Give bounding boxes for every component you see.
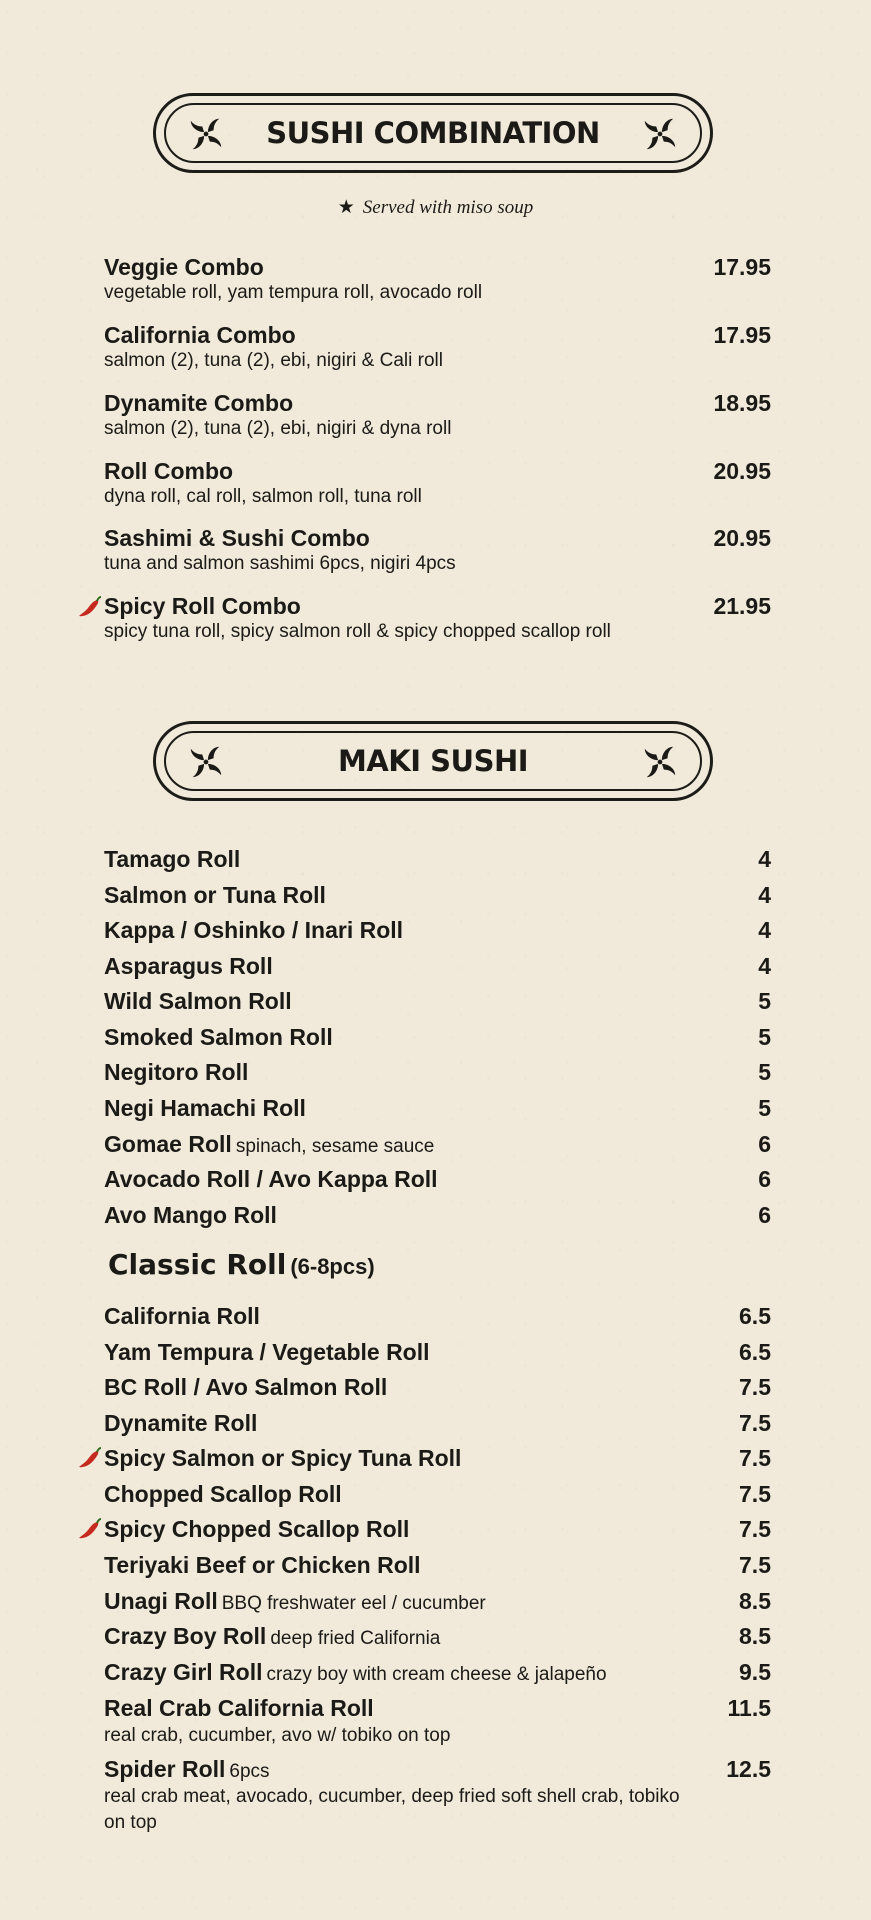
combo-item	[104, 253, 771, 305]
menu-row	[104, 1690, 771, 1726]
combo-item	[104, 592, 771, 644]
item-name: Avocado Roll / Avo Kappa Roll	[104, 1166, 438, 1192]
item-price: 20.95	[713, 525, 771, 551]
item-price: 17.95	[713, 322, 771, 348]
item-price: 6.5	[739, 1339, 771, 1365]
item-note: BBQ freshwater eel / cucumber	[221, 1593, 486, 1614]
item-name: Spicy Roll Combo	[104, 593, 301, 619]
item-description: real crab, cucumber, avo w/ tobiko on top	[104, 1725, 451, 1746]
item-name: Sashimi & Sushi Combo	[104, 525, 370, 551]
item-price: 7.5	[739, 1481, 771, 1507]
item-name: Teriyaki Beef or Chicken Roll	[104, 1552, 421, 1578]
item-name: Dynamite Combo	[104, 390, 294, 416]
combo-item	[104, 524, 771, 576]
menu-row	[104, 1090, 771, 1126]
item-price: 4	[758, 882, 771, 908]
combo-item	[104, 457, 771, 509]
section-title: MAKI SUSHI	[337, 744, 529, 778]
item-price: 18.95	[713, 390, 771, 416]
item-name: Roll Combo	[104, 458, 234, 484]
menu-row	[104, 1334, 771, 1370]
item-price: 21.95	[713, 593, 771, 619]
item-name: Dynamite Roll	[104, 1410, 258, 1436]
item-name: BC Roll / Avo Salmon Roll	[104, 1374, 388, 1400]
item-name: Negi Hamachi Roll	[104, 1095, 306, 1121]
sushi-combination-banner	[153, 93, 713, 173]
item-description: tuna and salmon sashimi 6pcs, nigiri 4pcs	[104, 553, 456, 574]
item-name: Gomae Roll	[104, 1131, 232, 1157]
note-text: Served with miso soup	[362, 197, 534, 218]
menu-row	[104, 912, 771, 948]
chili-pepper-icon	[78, 1447, 102, 1469]
pinwheel-icon	[641, 743, 679, 781]
item-price: 6	[758, 1202, 771, 1228]
item-price: 20.95	[713, 458, 771, 484]
menu-row	[104, 1019, 771, 1055]
classic-roll-heading	[108, 1248, 375, 1281]
item-name: Crazy Boy Roll	[104, 1623, 267, 1649]
menu-row	[104, 1369, 771, 1405]
item-name: Crazy Girl Roll	[104, 1659, 263, 1685]
item-name: Asparagus Roll	[104, 953, 273, 979]
item-price: 8.5	[739, 1588, 771, 1614]
section-title: SUSHI COMBINATION	[266, 116, 600, 150]
item-price: 5	[758, 1095, 771, 1121]
item-name: Yam Tempura / Vegetable Roll	[104, 1339, 430, 1365]
miso-soup-note	[0, 196, 871, 219]
menu-row	[104, 1298, 771, 1334]
item-name: Tamago Roll	[104, 846, 241, 872]
item-name: Spider Roll	[104, 1756, 226, 1782]
item-price: 9.5	[739, 1659, 771, 1685]
item-price: 7.5	[739, 1410, 771, 1436]
item-price: 12.5	[726, 1756, 771, 1782]
classic-roll-subtitle: (6-8pcs)	[290, 1254, 375, 1279]
item-name: Veggie Combo	[104, 254, 264, 280]
item-price: 7.5	[739, 1374, 771, 1400]
item-price: 4	[758, 917, 771, 943]
combo-item	[104, 389, 771, 441]
menu-row	[104, 1126, 771, 1162]
menu-row	[104, 1511, 771, 1547]
menu-row	[104, 877, 771, 913]
item-price: 5	[758, 988, 771, 1014]
item-name: Avo Mango Roll	[104, 1202, 277, 1228]
item-price: 11.5	[727, 1695, 771, 1721]
item-name: Kappa / Oshinko / Inari Roll	[104, 917, 404, 943]
menu-row	[104, 1583, 771, 1619]
combo-item	[104, 321, 771, 373]
menu-row	[104, 1197, 771, 1233]
item-name: Real Crab California Roll	[104, 1695, 374, 1721]
item-description: real crab meat, avocado, cucumber, deep fried soft shell crab, tobiko on top	[104, 1786, 680, 1833]
item-price: 4	[758, 953, 771, 979]
maki-sushi-banner	[153, 721, 713, 801]
item-price: 6.5	[739, 1303, 771, 1329]
item-name: Negitoro Roll	[104, 1059, 249, 1085]
star-icon: ★	[337, 197, 355, 218]
item-name: Unagi Roll	[104, 1588, 218, 1614]
menu-row	[104, 1161, 771, 1197]
item-price: 17.95	[713, 254, 771, 280]
menu-row	[104, 1751, 771, 1787]
menu-row	[104, 1440, 771, 1476]
item-description: spicy tuna roll, spicy salmon roll & spicy chopped scallop roll	[104, 621, 611, 642]
item-name: Wild Salmon Roll	[104, 988, 292, 1014]
item-name: Salmon or Tuna Roll	[104, 882, 326, 908]
menu-row	[104, 1476, 771, 1512]
item-price: 7.5	[739, 1516, 771, 1542]
item-name: Spicy Chopped Scallop Roll	[104, 1516, 410, 1542]
chili-pepper-icon	[78, 1518, 102, 1540]
item-name: Chopped Scallop Roll	[104, 1481, 342, 1507]
item-price: 4	[758, 846, 771, 872]
menu-row	[104, 948, 771, 984]
item-description: salmon (2), tuna (2), ebi, nigiri & dyna roll	[104, 418, 452, 439]
item-description: dyna roll, cal roll, salmon roll, tuna roll	[104, 486, 422, 507]
item-price: 6	[758, 1131, 771, 1157]
classic-roll-title: Classic Roll	[108, 1248, 287, 1281]
chili-pepper-icon	[78, 596, 102, 618]
item-price: 7.5	[739, 1552, 771, 1578]
item-price: 5	[758, 1024, 771, 1050]
item-description: vegetable roll, yam tempura roll, avocado roll	[104, 282, 483, 303]
item-price: 7.5	[739, 1445, 771, 1471]
menu-row	[104, 1405, 771, 1441]
item-name: California Combo	[104, 322, 296, 348]
item-price: 8.5	[739, 1623, 771, 1649]
menu-row	[104, 1054, 771, 1090]
item-price: 5	[758, 1059, 771, 1085]
item-name: Spicy Salmon or Spicy Tuna Roll	[104, 1445, 462, 1471]
item-description: salmon (2), tuna (2), ebi, nigiri & Cali roll	[104, 350, 443, 371]
item-price: 6	[758, 1166, 771, 1192]
menu-row	[104, 983, 771, 1019]
menu-row	[104, 1618, 771, 1654]
menu-row	[104, 1547, 771, 1583]
item-note: crazy boy with cream cheese & jalapeño	[266, 1664, 607, 1685]
item-name: California Roll	[104, 1303, 260, 1329]
pinwheel-icon	[641, 115, 679, 153]
menu-row	[104, 841, 771, 877]
item-note: spinach, sesame sauce	[235, 1136, 435, 1157]
item-note: 6pcs	[229, 1761, 270, 1782]
item-name: Smoked Salmon Roll	[104, 1024, 333, 1050]
menu-row	[104, 1654, 771, 1690]
item-note: deep fried California	[270, 1628, 441, 1649]
